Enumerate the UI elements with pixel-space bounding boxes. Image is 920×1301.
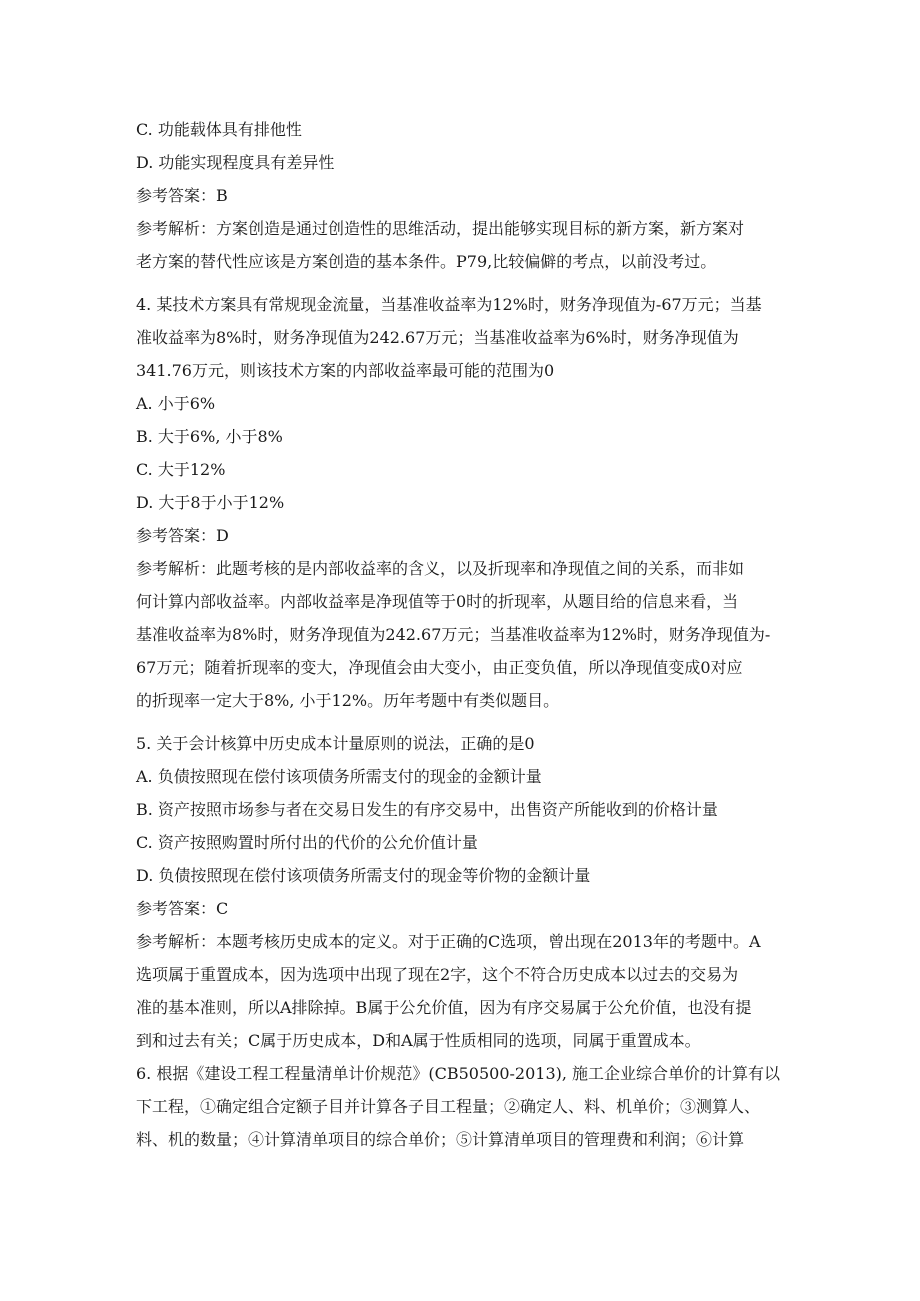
q5-analysis-line: 参考解析：本题考核历史成本的定义。对于正确的C选项，曾出现在2013年的考题中。A xyxy=(136,932,761,951)
q5-option-c: C. 资产按照购置时所付出的代价的公允价值计量 xyxy=(136,833,478,852)
q4-analysis-line: 67万元；随着折现率的变大，净现值会由大变小，由正变负值，所以净现值变成0对应 xyxy=(136,658,743,677)
q4-stem-line: 4. 某技术方案具有常规现金流量，当基准收益率为12%时，财务净现值为-67万元；当基 xyxy=(136,295,762,314)
q5-analysis-line: 到和过去有关；C属于历史成本，D和A属于性质相同的选项，同属于重置成本。 xyxy=(136,1031,701,1050)
paragraph-gap xyxy=(136,717,791,727)
q3-analysis-line: 老方案的替代性应该是方案创造的基本条件。P79,比较偏僻的考点，以前没考过。 xyxy=(136,252,717,271)
q6-stem-line: 6. 根据《建设工程工程量清单计价规范》(CB50500-2013), 施工企业综合单价的计算有以 xyxy=(136,1064,781,1083)
q5-option-d: D. 负债按照现在偿付该项债务所需支付的现金等价物的金额计量 xyxy=(136,866,591,885)
q5-stem-line: 5. 关于会计核算中历史成本计量原则的说法，正确的是0 xyxy=(136,734,535,753)
q4-option-d: D. 大于8于小于12% xyxy=(136,493,285,512)
q5-analysis-line: 准的基本准则，所以A排除掉。B属于公允价值，因为有序交易属于公允价值，也没有提 xyxy=(136,998,752,1017)
q4-option-a: A. 小于6% xyxy=(136,394,216,413)
q4-analysis-line: 的折现率一定大于8%, 小于12%。历年考题中有类似题目。 xyxy=(136,691,560,710)
q3-analysis-line: 参考解析：方案创造是通过创造性的思维活动，提出能够实现目标的新方案，新方案对 xyxy=(136,219,745,238)
q6-stem-line: 下工程，①确定组合定额子目并计算各子目工程量；②确定人、料、机单价；③测算人、 xyxy=(136,1097,761,1116)
q4-option-c: C. 大于12% xyxy=(136,460,226,479)
q5-option-a: A. 负债按照现在偿付该项债务所需支付的现金的金额计量 xyxy=(136,767,542,786)
q5-option-b: B. 资产按照市场参与者在交易日发生的有序交易中，出售资产所能收到的价格计量 xyxy=(136,800,718,819)
q3-option-d: D. 功能实现程度具有差异性 xyxy=(136,153,335,172)
q4-answer: 参考答案：D xyxy=(136,526,229,545)
q4-analysis-line: 参考解析：此题考核的是内部收益率的含义，以及折现率和净现值之间的关系，而非如 xyxy=(136,559,745,578)
q4-stem-line: 341.76万元，则该技术方案的内部收益率最可能的范围为0 xyxy=(136,361,555,380)
q3-option-c: C. 功能载体具有排他性 xyxy=(136,120,302,139)
q4-analysis-line: 何计算内部收益率。内部收益率是净现值等于0时的折现率，从题目给的信息来看，当 xyxy=(136,592,739,611)
q6-stem-line: 料、机的数量；④计算清单项目的综合单价；⑤计算清单项目的管理费和利润；⑥计算 xyxy=(136,1130,745,1149)
q4-stem-line: 准收益率为8%时，财务净现值为242.67万元；当基准收益率为6%时，财务净现值为 xyxy=(136,328,739,347)
document-body xyxy=(136,113,791,1156)
q4-option-b: B. 大于6%, 小于8% xyxy=(136,427,283,446)
q5-answer: 参考答案：C xyxy=(136,899,229,918)
paragraph-gap xyxy=(136,278,791,288)
q5-analysis-line: 选项属于重置成本，因为选项中出现了现在2字，这个不符合历史成本以过去的交易为 xyxy=(136,965,739,984)
q3-answer: 参考答案：B xyxy=(136,186,228,205)
q4-analysis-line: 基准收益率为8%时，财务净现值为242.67万元；当基准收益率为12%时，财务净现值为- xyxy=(136,625,771,644)
